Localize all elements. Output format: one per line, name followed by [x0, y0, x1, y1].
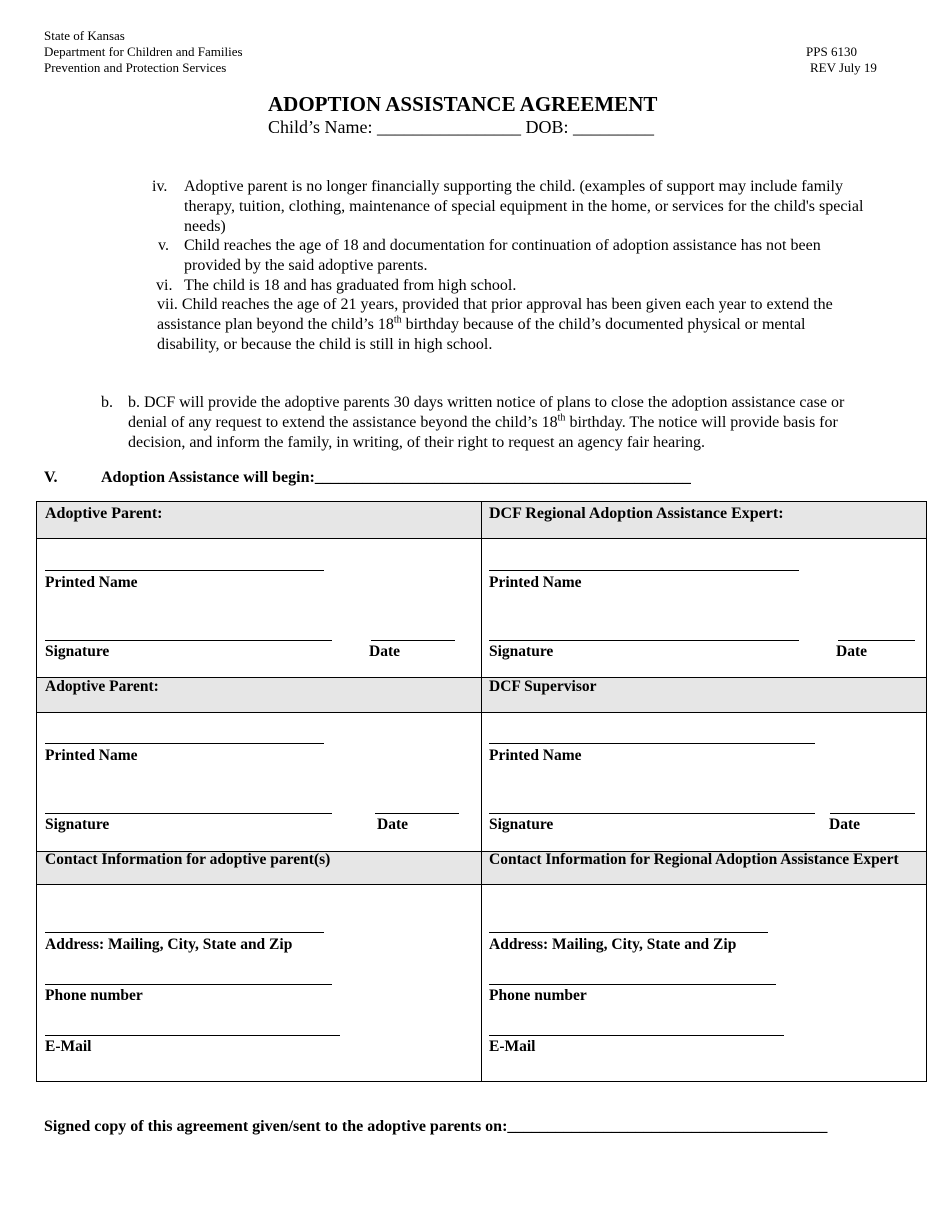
email-label: E-Mail: [45, 1038, 92, 1055]
item-iv-line: therapy, tuition, clothing, maintenance of special equipment in the home, or services for the child's special: [184, 198, 864, 215]
adoptive-parent-2-name-line[interactable]: [45, 743, 324, 744]
expert-address-line[interactable]: [489, 932, 768, 933]
item-vii-line: disability, or because the child is still in high school.: [157, 336, 493, 353]
item-vii-line: vii. Child reaches the age of 21 years, provided that prior approval has been given each year to extend the: [157, 296, 833, 313]
item-v-line: Child reaches the age of 18 and documentation for continuation of adoption assistance has not been: [184, 237, 821, 254]
form-number: PPS 6130: [806, 44, 857, 59]
child-name-dob: Child’s Name: ________________ DOB: _________: [268, 117, 654, 137]
dcf-supervisor-heading: DCF Supervisor: [489, 678, 597, 695]
regional-expert-date-line[interactable]: [838, 640, 915, 641]
supervisor-name-line[interactable]: [489, 743, 815, 744]
date-label: Date: [377, 816, 408, 833]
phone-label: Phone number: [489, 987, 587, 1004]
parent-address-line[interactable]: [45, 932, 324, 933]
adoption-assistance-begin-field[interactable]: Adoption Assistance will begin:_______________________________________________: [101, 469, 691, 486]
header-state: State of Kansas: [44, 28, 125, 43]
signature-label: Signature: [45, 816, 110, 833]
item-v-text: [184, 236, 929, 276]
form-revision: REV July 19: [810, 60, 877, 75]
adoptive-parent-2-date-line[interactable]: [375, 813, 459, 814]
printed-name-label: Printed Name: [45, 574, 138, 591]
item-iv-line: needs): [184, 218, 226, 235]
phone-label: Phone number: [45, 987, 143, 1004]
address-label: Address: Mailing, City, State and Zip: [489, 936, 737, 953]
item-b-line: denial of any request to extend the assistance beyond the child’s 18th birthday. The notice will provide basis for: [128, 412, 838, 431]
item-b-letter: b.: [101, 394, 113, 411]
supervisor-signature-line[interactable]: [489, 813, 815, 814]
expert-phone-line[interactable]: [489, 984, 776, 985]
item-b-line: b. DCF will provide the adoptive parents 30 days written notice of plans to close the adoption assistance case or: [128, 394, 845, 411]
regional-expert-name-line[interactable]: [489, 570, 799, 571]
signature-label: Signature: [45, 643, 110, 660]
item-b-line: decision, and inform the family, in writing, of their right to request an agency fair hearing.: [128, 434, 706, 451]
adoptive-parent-1-heading: Adoptive Parent:: [45, 505, 163, 522]
expert-contact-heading: Contact Information for Regional Adoption Assistance Expert: [489, 851, 899, 868]
signed-copy-sent-field[interactable]: Signed copy of this agreement given/sent to the adoptive parents on:________________________________________: [44, 1118, 828, 1135]
date-label: Date: [836, 643, 867, 660]
item-v-line: provided by the said adoptive parents.: [184, 257, 428, 274]
item-b-text: [128, 393, 918, 453]
adoptive-parent-1-name-line[interactable]: [45, 570, 324, 571]
header-department: Department for Children and Families: [44, 44, 243, 59]
printed-name-label: Printed Name: [45, 747, 138, 764]
date-label: Date: [369, 643, 400, 660]
date-label: Date: [829, 816, 860, 833]
printed-name-label: Printed Name: [489, 574, 582, 591]
header-division: Prevention and Protection Services: [44, 60, 227, 75]
item-vi-number: vi.: [156, 277, 173, 294]
signature-table: [36, 501, 927, 1082]
parent-email-line[interactable]: [45, 1035, 340, 1036]
adoptive-parent-1-date-line[interactable]: [371, 640, 455, 641]
regional-expert-signature-line[interactable]: [489, 640, 799, 641]
item-vi-text: The child is 18 and has graduated from high school.: [184, 277, 517, 294]
regional-expert-heading: DCF Regional Adoption Assistance Expert:: [489, 505, 784, 522]
item-iv-text: [184, 177, 929, 237]
agency-header: [44, 28, 243, 76]
item-vii-text: [157, 295, 927, 355]
signature-label: Signature: [489, 816, 554, 833]
page-title: ADOPTION ASSISTANCE AGREEMENT: [268, 92, 658, 116]
printed-name-label: Printed Name: [489, 747, 582, 764]
signature-label: Signature: [489, 643, 554, 660]
section-v-number: V.: [44, 469, 58, 486]
supervisor-date-line[interactable]: [830, 813, 915, 814]
address-label: Address: Mailing, City, State and Zip: [45, 936, 293, 953]
adoptive-parent-2-signature-line[interactable]: [45, 813, 332, 814]
parent-phone-line[interactable]: [45, 984, 332, 985]
item-iv-number: iv.: [152, 178, 168, 195]
item-iv-line: Adoptive parent is no longer financially supporting the child. (examples of support may include family: [184, 178, 843, 195]
expert-email-line[interactable]: [489, 1035, 784, 1036]
email-label: E-Mail: [489, 1038, 536, 1055]
item-v-number: v.: [158, 237, 169, 254]
adoptive-parent-2-heading: Adoptive Parent:: [45, 678, 159, 695]
adoptive-parent-1-signature-line[interactable]: [45, 640, 332, 641]
parent-contact-heading: Contact Information for adoptive parent(s): [45, 851, 331, 868]
item-vii-line: assistance plan beyond the child’s 18th birthday because of the child’s documented physical or mental: [157, 314, 806, 333]
